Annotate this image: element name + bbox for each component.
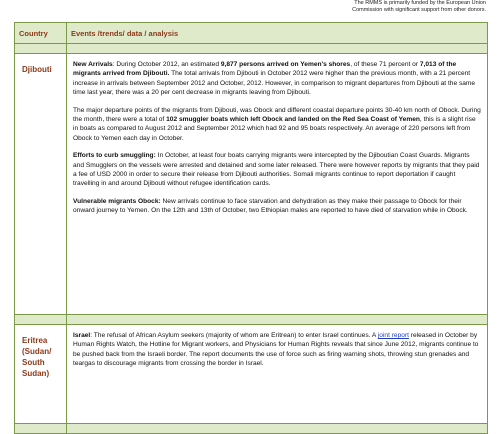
paragraph-israel (73, 331, 482, 369)
paragraph-new-arrivals (73, 60, 482, 98)
text-segment-bold: 9,877 persons arrived on Yemen's shores (220, 61, 351, 68)
paragraph-lead: Efforts to curb smuggling: (73, 152, 156, 160)
table-spacer-row (15, 424, 488, 434)
text-segment: released in October by Human Rights Watch, the Hotline for Migrant workers, and Physicians for Human Rights reveals that since June 2012, migrants continue to be pushed back from the Israeli border. The report documents the use of force such as firing warning shots, throwing stun grenades and teargas to discourage migrants from crossing the border in Israel. (73, 332, 479, 368)
text-segment: New arrivals continue to face starvation and dehydration as they make their passage to Obock for their onward journey to Yemen. On the 12th and 13th of October, two Ethiopian males are reported to have died of starvation while in Obock. (73, 197, 468, 215)
funding-note-line-2: Commission with significant support from other donors. (352, 7, 486, 13)
text-segment: The major departure points of the migrants from Djibouti, was Obock and different coastal departure points 30-40 km north of Obock. During the month, there were a total of (73, 106, 481, 124)
header-events-label: Events /trends/ data / analysis (71, 29, 179, 38)
funding-note (276, 0, 486, 14)
events-table (14, 22, 488, 434)
text-segment: In October, at least four boats carrying migrants were intercepted by the Djiboutian Coast Guards. Migrants and Smugglers on the vessels were arrested and detained and some later released. There were however reports by migrants that they paid a fee of USD 2000 in order to secure their release from Djibouti authorities. Somali migrants continue to report deportation if caught travelling in and around Djibouti without refugee identification cards. (73, 152, 480, 188)
paragraph-lead: New Arrivals (73, 61, 113, 68)
paragraph-departure-points (73, 106, 482, 144)
spacer-cell (15, 315, 67, 325)
table-spacer-row (15, 315, 488, 325)
text-segment: , of these 71 percent or (350, 61, 420, 68)
text-segment: : The refusal of African Asylum seekers (majority of whom are Eritrean) to enter Israel continues. A (90, 332, 378, 339)
spacer-cell (67, 44, 488, 54)
country-line: Sudan) (22, 369, 50, 378)
text-segment: , this is a slight rise in boats as compared to August 2012 and September 2012 which had 92 and 95 boats respectively. An average of 220 persons left from Obock to Yemen each day in October. (73, 116, 476, 142)
events-cell-eritrea (67, 325, 488, 424)
text-segment: : During October 2012, an estimated (112, 61, 221, 68)
table-spacer-row (15, 44, 488, 54)
text-segment: The total arrivals from Djibouti in October 2012 were higher than the previous month, with a 21 percent increase in arrivals between September 2012 and October, 2012. However, in comparison to migrant departures from Djibouti at the same time last year, there was a 20 per cent decrease in migrants leaving from Djibouti. (73, 70, 476, 97)
spacer-cell (67, 424, 488, 434)
paragraph-lead: Vulnerable migrants Obock: (73, 197, 161, 205)
country-cell-djibouti (15, 54, 67, 315)
funding-note-line-1: The RMMS is primarily funded by the European Union (354, 0, 486, 6)
country-name: Djibouti (22, 65, 52, 74)
header-country-label: Country (19, 29, 48, 38)
country-line: South (22, 358, 45, 367)
spacer-cell (15, 44, 67, 54)
text-segment-bold: 7,013 of the migrants arrived from Djibouti. (73, 61, 457, 78)
table-header-row (15, 23, 488, 44)
joint-report-link[interactable]: joint report (377, 332, 409, 339)
paragraph-vulnerable-migrants (73, 197, 482, 216)
table-row-djibouti (15, 54, 488, 315)
spacer-cell (67, 315, 488, 325)
text-segment-bold: 102 smuggler boats which left Obock and landed on the Red Sea Coast of Yemen (166, 116, 420, 124)
header-events-cell (67, 23, 488, 44)
country-line: Eritrea (22, 336, 48, 345)
header-country-cell (15, 23, 67, 44)
country-cell-eritrea (15, 325, 67, 424)
events-cell-djibouti (67, 54, 488, 315)
paragraph-lead: Israel (73, 332, 91, 339)
spacer-cell (15, 424, 67, 434)
paragraph-curb-smuggling (73, 151, 482, 189)
country-line: (Sudan/ (22, 347, 52, 356)
table-row-eritrea (15, 325, 488, 424)
